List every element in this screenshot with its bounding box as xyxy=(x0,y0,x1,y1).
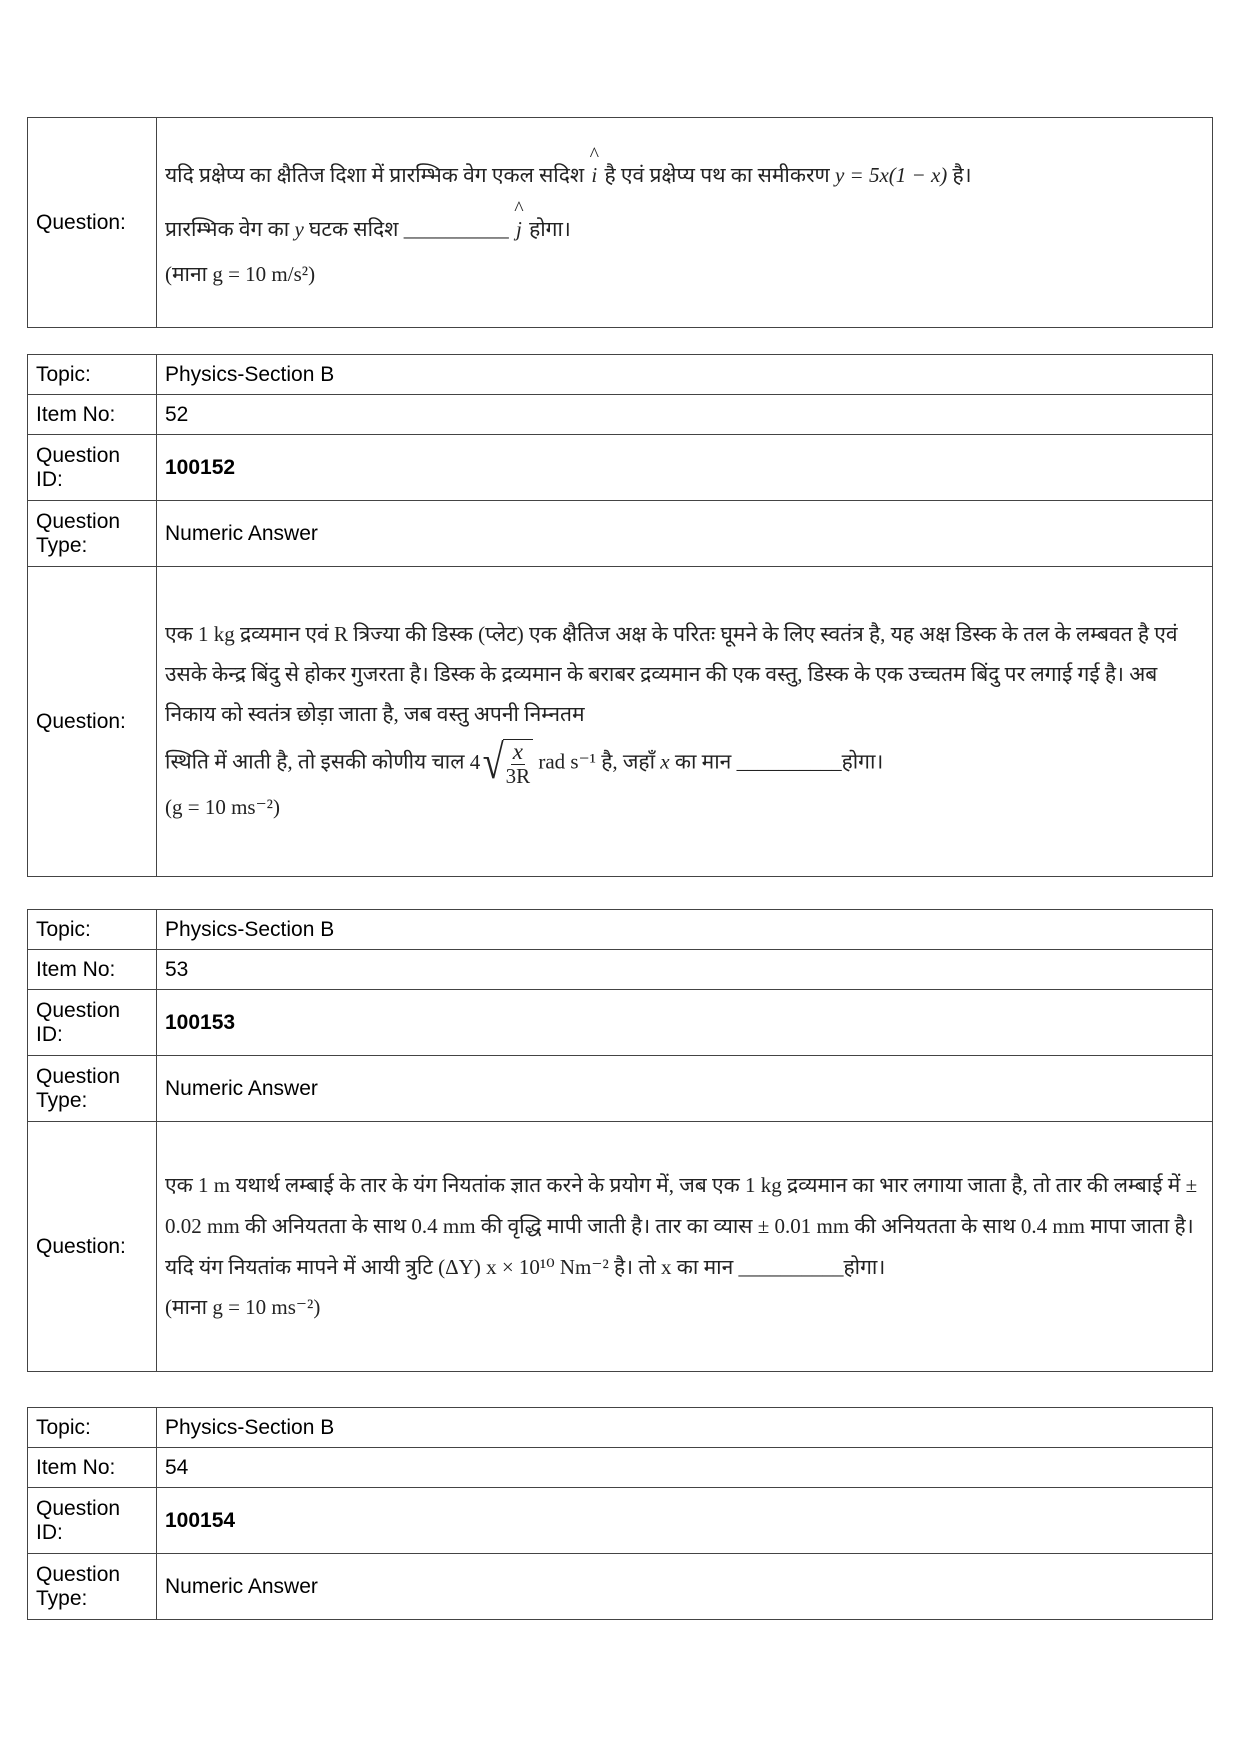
question-id-label: Question ID: xyxy=(28,435,157,501)
q52-line-b: rad s⁻¹ है, जहाँ xyxy=(538,749,656,774)
question-label: Question: xyxy=(28,1122,157,1372)
topic-label: Topic: xyxy=(28,910,157,950)
topic-label: Topic: xyxy=(28,355,157,395)
radical-sign: √ xyxy=(482,736,504,790)
q53-paragraph: एक 1 m यथार्थ लम्बाई के तार के यंग नियतांक ज्ञात करने के प्रयोग में, जब एक 1 kg द्रव्यमान का भार लगाया जाता है, तो तार की लम्बाई में ± 0.02 mm की अनियतता के साथ 0.4 mm की वृद्धि मापी जाती है। तार का व्यास ± 0.01 mm की अनियतता के साथ 0.4 mm मापा जाता है। यदि यंग नियतांक मापने में आयी त्रुटि (ΔY) x × 10¹⁰ Nm⁻² है। तो x का मान __________होगा। xyxy=(165,1172,1198,1279)
q52-line-a: स्थिति में आती है, तो इसकी कोणीय चाल xyxy=(165,749,465,774)
question-text xyxy=(157,1122,1213,1372)
question-type-value: Numeric Answer xyxy=(157,1554,1213,1620)
item-no-label: Item No: xyxy=(28,950,157,990)
fraction-denominator: 3R xyxy=(505,763,531,788)
question-51-tail-table xyxy=(27,117,1213,328)
topic-label: Topic: xyxy=(28,1408,157,1448)
trajectory-equation: y = 5x(1 − x) xyxy=(834,163,948,188)
q51-line2-c: होगा। xyxy=(529,216,571,241)
x-variable: x xyxy=(660,749,670,774)
fraction-numerator: x xyxy=(512,738,523,764)
y-variable: y xyxy=(294,216,304,241)
topic-value: Physics-Section B xyxy=(157,910,1213,950)
question-id-value: 100154 xyxy=(157,1488,1213,1554)
item-no-value: 52 xyxy=(157,395,1213,435)
question-id-value: 100152 xyxy=(157,435,1213,501)
q51-assumption: (माना g = 10 m/s²) xyxy=(165,262,316,287)
question-label: Question: xyxy=(28,118,157,328)
question-type-label: Question Type: xyxy=(28,1554,157,1620)
q51-line2-b: घटक सदिश __________ xyxy=(309,216,509,241)
fraction xyxy=(503,739,534,788)
q51-line2-a: प्रारम्भिक वेग का xyxy=(165,216,290,241)
sqrt-coefficient: 4 xyxy=(469,750,481,775)
item-no-value: 53 xyxy=(157,950,1213,990)
q52-paragraph: एक 1 kg द्रव्यमान एवं R त्रिज्या की डिस्क (प्लेट) एक क्षैतिज अक्ष के परितः घूमने के लिए स्वतंत्र है, यह अक्ष डिस्क के तल के लम्बवत है एवं उसके केन्द्र बिंदु से होकर गुजरता है। डिस्क के द्रव्यमान के बराबर द्रव्यमान की एक वस्तु, डिस्क के एक उच्चतम बिंदु पर लगाई गई है। अब निकाय को स्वतंत्र छोड़ा जाता है, जब वस्तु अपनी निम्नतम xyxy=(165,622,1178,726)
question-type-label: Question Type: xyxy=(28,501,157,567)
q52-line-c: का मान __________होगा। xyxy=(674,749,884,774)
sqrt-expression xyxy=(469,736,533,790)
question-type-label: Question Type: xyxy=(28,1056,157,1122)
item-no-label: Item No: xyxy=(28,395,157,435)
question-52-table xyxy=(27,354,1213,877)
unit-vector-j: ^ j xyxy=(514,218,524,242)
q53-assumption: (माना g = 10 ms⁻²) xyxy=(165,1295,321,1320)
question-type-value: Numeric Answer xyxy=(157,501,1213,567)
q51-line1-a: यदि प्रक्षेप्य का क्षैतिज दिशा में प्रारम्भिक वेग एकल सदिश xyxy=(165,163,585,188)
item-no-value: 54 xyxy=(157,1448,1213,1488)
topic-value: Physics-Section B xyxy=(157,1408,1213,1448)
question-text xyxy=(157,118,1213,328)
topic-value: Physics-Section B xyxy=(157,355,1213,395)
question-label: Question: xyxy=(28,567,157,877)
unit-vector-i: ^ i xyxy=(589,164,599,188)
q51-line1-b: है एवं प्रक्षेप्य पथ का समीकरण xyxy=(604,163,830,188)
question-54-table xyxy=(27,1407,1213,1620)
question-type-value: Numeric Answer xyxy=(157,1056,1213,1122)
q52-assumption: (g = 10 ms⁻²) xyxy=(165,795,280,820)
question-text xyxy=(157,567,1213,877)
question-id-label: Question ID: xyxy=(28,1488,157,1554)
question-id-value: 100153 xyxy=(157,990,1213,1056)
item-no-label: Item No: xyxy=(28,1448,157,1488)
question-53-table xyxy=(27,909,1213,1372)
q51-line1-c: है। xyxy=(952,163,972,188)
question-id-label: Question ID: xyxy=(28,990,157,1056)
